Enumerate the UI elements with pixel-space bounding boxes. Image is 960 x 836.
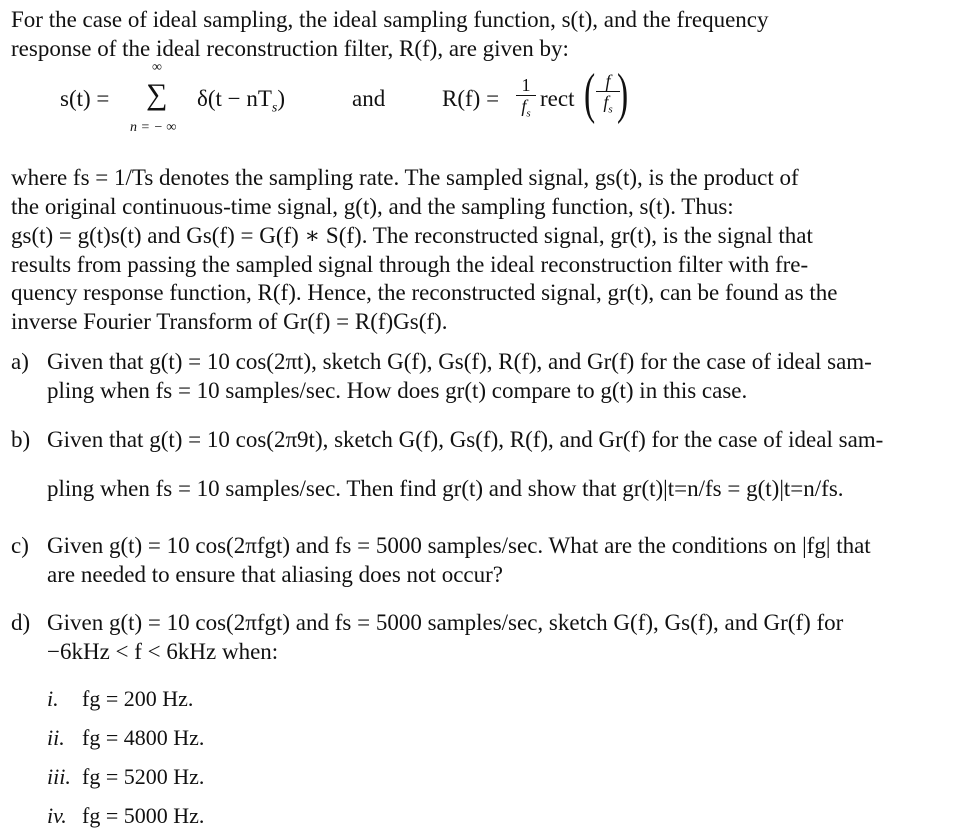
part-d-item-4-label: iv.	[47, 803, 67, 828]
body-line-5: quency response function, R(f). Hence, the reconstructed signal, gr(t), can be found as the	[11, 280, 838, 305]
sum-body: $\delta(t - nT_s)$	[197, 86, 286, 116]
intro-line-1: For the case of ideal sampling, the ideal sampling function, s(t), and the frequency	[11, 7, 769, 32]
part-c-line-2: are needed to ensure that aliasing does not occur?	[47, 562, 503, 587]
part-d-line-2: −6kHz < f < 6kHz when:	[47, 639, 279, 664]
part-d-item-1-label: i.	[47, 686, 59, 711]
left-paren: (	[584, 63, 596, 125]
part-a-line-2: pling when fs = 10 samples/sec. How does gr(t) compare to g(t) in this case.	[47, 378, 748, 403]
part-d-item-3-text: fg = 5200 Hz.	[82, 764, 205, 789]
sum-upper-limit: ∞	[152, 60, 162, 75]
body-line-2: the original continuous-time signal, g(t), and the sampling function, s(t). Thus:	[11, 194, 734, 219]
fraction-one-over-fs: 1 $f_s$	[516, 76, 536, 123]
part-d-item-1-text: fg = 200 Hz.	[82, 686, 194, 711]
part-d-label: d)	[11, 610, 31, 635]
part-d-line-1: Given g(t) = 10 cos(2πfgt) and fs = 5000 samples/sec, sketch G(f), Gs(f), and Gr(f) for	[47, 610, 844, 635]
part-b-label: b)	[11, 427, 31, 452]
sum-lower-limit: n = − ∞	[130, 120, 177, 135]
part-d-item-3-label: iii.	[47, 764, 71, 789]
part-a-label: a)	[11, 349, 29, 374]
body-line-1: where fs = 1/Ts denotes the sampling rate. The sampled signal, gs(t), is the product of	[11, 165, 799, 190]
intro-line-2: response of the ideal reconstruction filter, R(f), are given by:	[11, 36, 569, 61]
body-line-4: results from passing the sampled signal through the ideal reconstruction filter with fre-	[11, 252, 809, 277]
fraction-f-over-fs: f $f_s$	[596, 72, 620, 119]
part-a-line-1: Given that g(t) = 10 cos(2πt), sketch G(f), Gs(f), R(f), and Gr(f) for the case of ideal sam-	[47, 349, 872, 374]
rect-word: rect	[540, 86, 575, 111]
part-c-label: c)	[11, 533, 29, 558]
part-d-item-2-text: fg = 4800 Hz.	[82, 725, 205, 750]
body-line-6: inverse Fourier Transform of Gr(f) = R(f)Gs(f).	[11, 309, 448, 334]
part-b-line-1: Given that g(t) = 10 cos(2π9t), sketch G(f), Gs(f), R(f), and Gr(f) for the case of ideal sam-	[47, 427, 884, 452]
part-d-item-2-label: ii.	[47, 725, 65, 750]
part-d-item-4-text: fg = 5000 Hz.	[82, 803, 205, 828]
body-line-3: gs(t) = g(t)s(t) and Gs(f) = G(f) ∗ S(f). The reconstructed signal, gr(t), is the signal that	[11, 223, 813, 248]
and-word: and	[352, 86, 386, 111]
part-c-line-1: Given g(t) = 10 cos(2πfgt) and fs = 5000 samples/sec. What are the conditions on |fg| that	[47, 533, 871, 558]
right-paren: )	[617, 63, 629, 125]
part-b-line-2: pling when fs = 10 samples/sec. Then find gr(t) and show that gr(t)|t=n/fs = g(t)|t=n/fs.	[47, 476, 844, 501]
r-lhs: R(f) =	[442, 86, 500, 111]
sum-symbol: ∑	[146, 78, 168, 111]
s-lhs: s(t) =	[60, 86, 110, 111]
